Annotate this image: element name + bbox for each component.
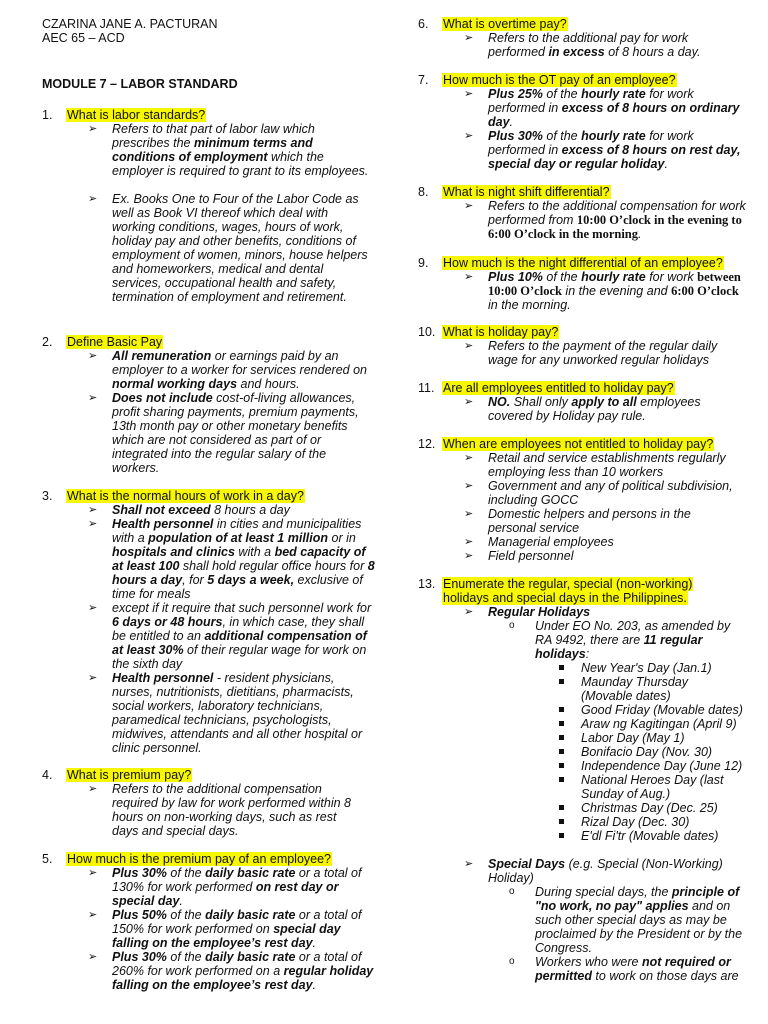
answer-bullet: ➢ Plus 50% of the daily basic rate or a total of 150% for work performed on special day falling on the employee’s rest day.: [88, 908, 362, 950]
question-text: What is overtime pay?: [443, 17, 567, 31]
list-item: ➢ Domestic helpers and persons in the personal service: [464, 507, 691, 535]
question-13: 13. Enumerate the regular, special (non-working): [418, 577, 693, 591]
question-4: 4. What is premium pay?: [42, 768, 192, 782]
arrow-bullet-icon: ➢: [464, 508, 474, 520]
arrow-bullet-icon: ➢: [88, 951, 98, 963]
arrow-bullet-icon: ➢: [464, 200, 474, 212]
circle-bullet-icon: o: [509, 620, 515, 631]
square-bullet-icon: [559, 805, 564, 810]
holiday-item: Maunday Thursday (Movable dates): [581, 675, 711, 703]
question-text: How much is the premium pay of an employee?: [67, 852, 332, 866]
arrow-bullet-icon: ➢: [464, 88, 474, 100]
circle-bullet-icon: o: [509, 956, 515, 967]
question-13-continued: [442, 591, 688, 605]
question-text: Enumerate the regular, special (non-working): [443, 577, 693, 591]
square-bullet-icon: [559, 679, 564, 684]
answer-bullet: ➢ Plus 30% of the hourly rate for work performed in excess of 8 hours on rest day, special day or regular holiday.: [464, 129, 741, 171]
arrow-bullet-icon: ➢: [464, 606, 474, 618]
arrow-bullet-icon: ➢: [88, 783, 98, 795]
square-bullet-icon: [559, 721, 564, 726]
arrow-bullet-icon: ➢: [464, 452, 474, 464]
answer-bullet: ➢ Refers to the additional compensation for work performed from 10:00 O’clock in the evening to 6:00 O’clock in the morning.: [464, 199, 746, 241]
arrow-bullet-icon: ➢: [88, 909, 98, 921]
list-item: ➢ Managerial employees: [464, 535, 614, 549]
arrow-bullet-icon: ➢: [88, 672, 98, 684]
question-text: How much is the OT pay of an employee?: [443, 73, 676, 87]
question-9: 9. How much is the night differential of an employee?: [418, 256, 723, 270]
question-text: Define Basic Pay: [67, 335, 163, 349]
question-6: 6. What is overtime pay?: [418, 17, 567, 31]
answer-bullet: ➢ Shall not exceed 8 hours a day: [88, 503, 290, 517]
answer-bullet: ➢ Refers to the additional pay for work performed in excess of 8 hours a day.: [464, 31, 701, 59]
answer-bullet: ➢ Plus 10% of the hourly rate for work between 10:00 O’clock in the evening and 6:00 O’clock in the morning.: [464, 270, 741, 312]
question-12: 12. When are employees not entitled to holiday pay?: [418, 437, 714, 451]
answer-bullet: ➢ Plus 25% of the hourly rate for work performed in excess of 8 hours on ordinary day.: [464, 87, 740, 129]
regular-holidays-heading: ➢ Regular Holidays: [464, 605, 591, 619]
holiday-item: E'dl Fi'tr (Movable dates): [581, 829, 761, 843]
square-bullet-icon: [559, 833, 564, 838]
question-2: 2. Define Basic Pay: [42, 335, 163, 349]
question-11: 11. Are all employees entitled to holiday pay?: [418, 381, 674, 395]
arrow-bullet-icon: ➢: [88, 193, 98, 205]
answer-bullet: ➢ Refers to the additional compensation required by law for work performed within 8 hours on non-working days, such as rest days and special days.: [88, 782, 351, 838]
document-header: [42, 17, 218, 45]
holiday-item: National Heroes Day (last Sunday of Aug.): [581, 773, 749, 801]
question-text: What is holiday pay?: [443, 325, 559, 339]
square-bullet-icon: [559, 763, 564, 768]
square-bullet-icon: [559, 777, 564, 782]
holiday-item: New Year's Day (Jan.1): [581, 661, 751, 675]
course-code: AEC 65 – ACD: [42, 31, 125, 45]
question-number: 1.: [42, 108, 53, 122]
square-bullet-icon: [559, 735, 564, 740]
question-text: How much is the night differential of an employee?: [443, 256, 723, 270]
question-text: What is premium pay?: [67, 768, 192, 782]
holiday-item: Good Friday (Movable dates): [581, 703, 761, 717]
answer-bullet: ➢ Does not include cost-of-living allowances, profit sharing payments, premium payments, 13th month pay or other monetary benefits which are not considered as part of or integrated into the regular salary of the workers.: [88, 391, 359, 475]
arrow-bullet-icon: ➢: [88, 602, 98, 614]
answer-bullet: ➢ Refers to the payment of the regular daily wage for any unworked regular holidays: [464, 339, 718, 367]
question-8: 8. What is night shift differential?: [418, 185, 610, 199]
holiday-item: Rizal Day (Dec. 30): [581, 815, 761, 829]
answer-bullet: ➢ Health personnel in cities and municipalities with a population of at least 1 million or in hospitals and clinics with a bed capacity of at least 100 shall hold regular office hours for 8 hours a day, for 5 days a week, exclusive of time for meals: [88, 517, 375, 601]
answer-bullet: ➢ Plus 30% of the daily basic rate or a total of 130% for work performed on rest day or special day.: [88, 866, 362, 908]
holiday-item: Christmas Day (Dec. 25): [581, 801, 761, 815]
question-1: [42, 108, 206, 122]
square-bullet-icon: [559, 749, 564, 754]
holiday-item: Independence Day (June 12): [581, 759, 761, 773]
arrow-bullet-icon: ➢: [88, 518, 98, 530]
answer-bullet: ➢ Plus 30% of the daily basic rate or a total of 260% for work performed on a regular holiday falling on the employee’s rest day.: [88, 950, 374, 992]
question-text: What is labor standards?: [67, 108, 206, 122]
question-5: 5. How much is the premium pay of an employee?: [42, 852, 332, 866]
list-item: ➢ Field personnel: [464, 549, 574, 563]
question-text: Are all employees entitled to holiday pay?: [443, 381, 674, 395]
arrow-bullet-icon: ➢: [464, 32, 474, 44]
arrow-bullet-icon: ➢: [88, 504, 98, 516]
holiday-item: Bonifacio Day (Nov. 30): [581, 745, 761, 759]
answer-bullet: ➢ Health personnel - resident physicians, nurses, nutritionists, dietitians, pharmacists, social workers, laboratory technicians, paramedical technicians, psychologists, midwives, attendants and all other hospital or clinic personnel.: [88, 671, 363, 755]
special-days-heading: ➢ Special Days (e.g. Special (Non-Working) Holiday): [464, 857, 723, 885]
arrow-bullet-icon: ➢: [464, 396, 474, 408]
arrow-bullet-icon: ➢: [464, 480, 474, 492]
question-10: 10. What is holiday pay?: [418, 325, 559, 339]
list-item: ➢ Retail and service establishments regularly employing less than 10 workers: [464, 451, 726, 479]
arrow-bullet-icon: ➢: [464, 340, 474, 352]
answer-bullet: ➢ NO. Shall only apply to all employees covered by Holiday pay rule.: [464, 395, 701, 423]
arrow-bullet-icon: ➢: [88, 867, 98, 879]
author-name: CZARINA JANE A. PACTURAN: [42, 17, 218, 31]
square-bullet-icon: [559, 665, 564, 670]
arrow-bullet-icon: ➢: [88, 350, 98, 362]
question-text: holidays and special days in the Philippines.: [443, 591, 687, 605]
list-item: ➢ Government and any of political subdivision, including GOCC: [464, 479, 733, 507]
circle-bullet-icon: o: [509, 886, 515, 897]
square-bullet-icon: [559, 819, 564, 824]
special-days-item: o During special days, the principle of "no work, no pay" applies and on such other special days as may be proclaimed by the President or by the Congress.: [509, 885, 743, 955]
question-text: What is night shift differential?: [443, 185, 610, 199]
regular-holidays-intro: o Under EO No. 203, as amended by RA 9492, there are 11 regular holidays:: [509, 619, 731, 661]
square-bullet-icon: [559, 707, 564, 712]
question-text: What is the normal hours of work in a day?: [67, 489, 304, 503]
answer-bullet: ➢ Refers to that part of labor law which prescribes the minimum terms and conditions of employment which the employer is required to grant to its employees.: [88, 122, 369, 178]
arrow-bullet-icon: ➢: [464, 858, 474, 870]
question-7: 7. How much is the OT pay of an employee?: [418, 73, 676, 87]
answer-bullet: ➢ Ex. Books One to Four of the Labor Code as well as Book VI thereof which deal with working conditions, wages, hours of work, holiday pay and other benefits, conditions of employment of women, minors, house helpers and homeworkers, medical and dental services, occupational health and safety, termination of employment and retirement.: [88, 192, 368, 304]
holiday-item: Araw ng Kagitingan (April 9): [581, 717, 761, 731]
holiday-item: Labor Day (May 1): [581, 731, 761, 745]
arrow-bullet-icon: ➢: [464, 271, 474, 283]
answer-bullet: ➢ except if it require that such personnel work for 6 days or 48 hours, in which case, they shall be entitled to an additional compensation of at least 30% of their regular wage for work on the sixth day: [88, 601, 372, 671]
special-days-item: o Workers who were not required or permitted to work on those days are: [509, 955, 739, 983]
arrow-bullet-icon: ➢: [88, 392, 98, 404]
question-3: 3. What is the normal hours of work in a day?: [42, 489, 304, 503]
question-text: When are employees not entitled to holiday pay?: [443, 437, 714, 451]
arrow-bullet-icon: ➢: [464, 130, 474, 142]
arrow-bullet-icon: ➢: [88, 123, 98, 135]
module-title: MODULE 7 – LABOR STANDARD: [42, 77, 238, 91]
answer-bullet: ➢ All remuneration or earnings paid by an employer to a worker for services rendered on normal working days and hours.: [88, 349, 367, 391]
arrow-bullet-icon: ➢: [464, 536, 474, 548]
arrow-bullet-icon: ➢: [464, 550, 474, 562]
